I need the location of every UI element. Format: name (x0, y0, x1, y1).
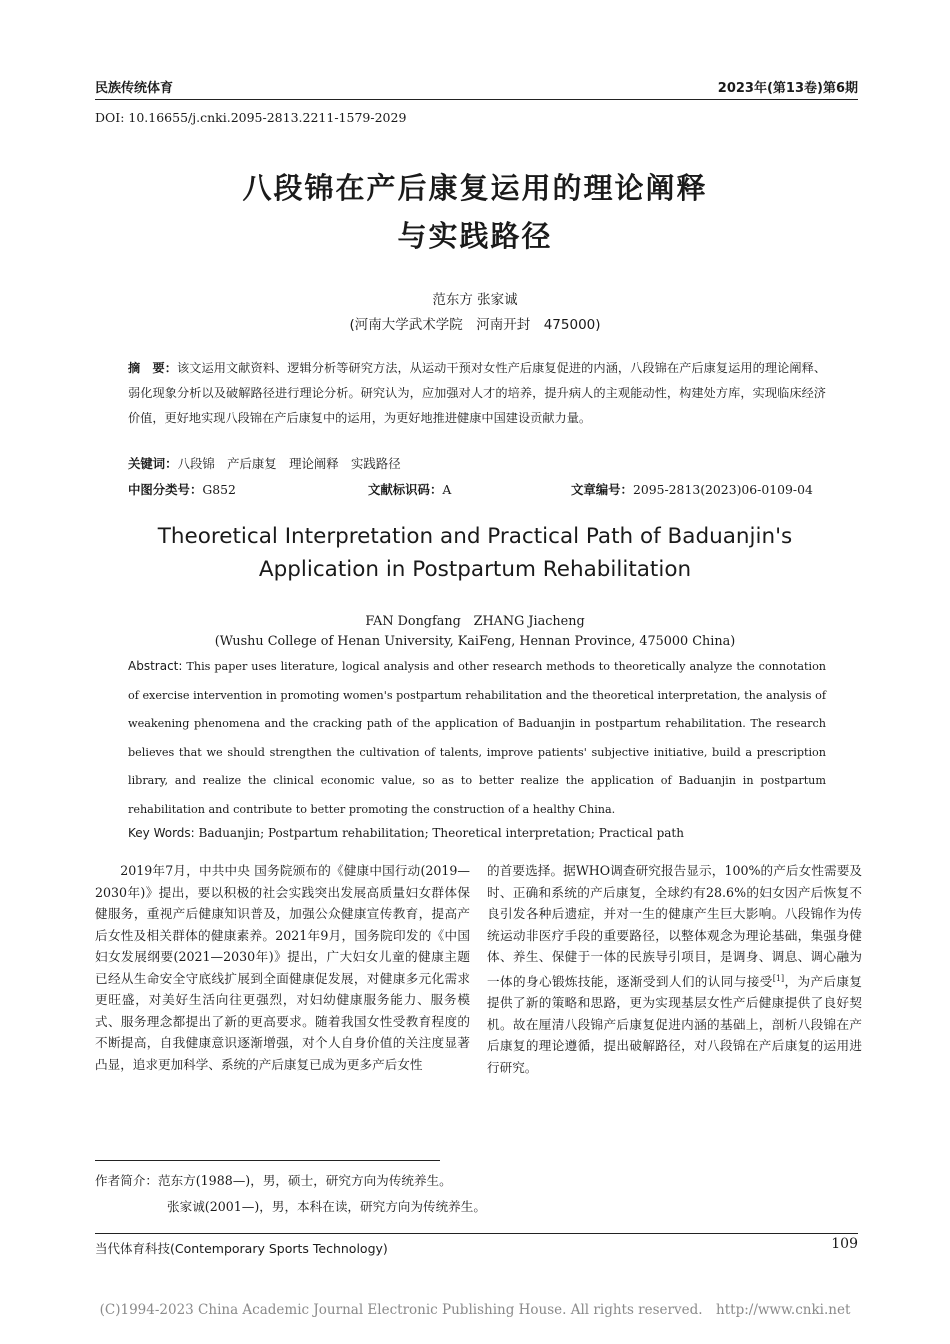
header-rule (95, 99, 858, 100)
keywords-cn-label: 关键词： (128, 456, 178, 471)
body-paragraph-continued: 的首要选择。据WHO调查研究报告显示，100%的产后女性需要及时、正确和系统的产后康复，全球约有28.6%的妇女因产后恢复不良引发各种后遗症，并对一生的健康产生巨大影响。八段锦作为传统运动非医疗手段的重要路径，以整体观念为理论基础，集强身健体、养生、保健于一体的民族导引项目，是调身、调息、调心融为一体的身心锻炼技能，逐渐受到人们的认同与接受[1]，为产后康复提供了新的策略和思路，更为实现基层女性产后健康提供了良好契机。故在厘清八段锦产后康复促进内涵的基础上，剖析八段锦在产后康复的理论遵循，提出破解路径，对八段锦在产后康复的运用进行研究。 (487, 863, 863, 1075)
issue-info: 2023年(第13卷)第6期 (717, 81, 858, 96)
document-code: 文献标识码：A (368, 482, 452, 497)
abstract-en-label: Abstract: (128, 659, 183, 673)
clc-number: 中图分类号：G852 (128, 482, 236, 497)
journal-name: 民族传统体育 (95, 81, 174, 96)
abstract-cn (128, 356, 826, 431)
footnote-rule (95, 1160, 440, 1161)
abstract-en (128, 652, 826, 824)
affiliation-cn: (河南大学武术学院 河南开封 475000) (349, 317, 601, 333)
body-left-column (95, 860, 470, 1075)
abstract-cn-text: 该文运用文献资料、逻辑分析等研究方法，从运动干预对女性产后康复促进的内涵，八段锦在产后康复运用的理论阐释、弱化现象分析以及破解路径进行理论分析。研究认为，应加强对人才的培养，提升病人的主观能动性，构建处方库，实现临床经济价值，更好地实现八段锦在产后康复中的运用，为更好地推进健康中国建设贡献力量。 (128, 361, 827, 425)
keywords-cn (128, 454, 401, 472)
citation-ref[interactable]: [1] (772, 973, 785, 983)
keywords-en-label: Key Words: (128, 826, 195, 840)
abstract-en-text: This paper uses literature, logical analysis and other research methods to theoretically analyze the connotation of exercise intervention in promoting women's postpartum rehabilitation and the theoretical interpretation, the analysis of weakening phenomena and the cracking path of the application of Baduanjin in postpartum rehabilitation. The research believes that we should strengthen the cultivation of talents, improve patients' subjective initiative, build a prescription library, and realize the clinical economic value, so as to better realize the application of Baduanjin in postpartum rehabilitation and contribute to better promoting the construction of a healthy China. (128, 660, 827, 816)
title-cn-line2: 与实践路径 (397, 219, 553, 253)
doi: DOI: 10.16655/j.cnki.2095-2813.2211-1579-2029 (95, 110, 407, 125)
page-number: 109 (831, 1236, 858, 1252)
title-en-line1: Theoretical Interpretation and Practical Path of Baduanjin's (157, 524, 793, 549)
author-bio-2: 张家诚(2001—)，男，本科在读，研究方向为传统养生。 (167, 1199, 486, 1214)
keywords-en-text: Baduanjin; Postpartum rehabilitation; Theoretical interpretation; Practical path (198, 826, 684, 840)
body-paragraph: 2019年7月，中共中央 国务院颁布的《健康中国行动(2019—2030年)》提出，要以积极的社会实践突出发展高质量妇女群体保健服务，重视产后健康知识普及，加强公众健康宣传教育，提高产后女性及相关群体的健康素养。2021年9月，国务院印发的《中国妇女发展纲要(2021—2030年)》提出，广大妇女儿童的健康主题已经从生命安全守底线扩展到全面健康促发展，对健康多元化需求更旺盛，对美好生活向往更强烈，对妇幼健康服务能力、服务模式、服务理念都提出了新的更高要求。随着我国女性受教育程度的不断提高，自我健康意识逐渐增强，对个人自身价值的关注度显著凸显，追求更加科学、系统的产后康复已成为更多产后女性 (95, 863, 470, 1072)
affiliation-en: (Wushu College of Henan University, KaiFeng, Hennan Province, 475000 China) (214, 634, 736, 649)
authors-cn: 范东方 张家诚 (432, 292, 518, 308)
authors-en: FAN Dongfang ZHANG Jiacheng (365, 614, 585, 629)
title-cn-line1: 八段锦在产后康复运用的理论阐释 (242, 171, 708, 205)
article-number: 文章编号：2095-2813(2023)06-0109-04 (571, 482, 813, 497)
title-en-line2: Application in Postpartum Rehabilitation (258, 557, 692, 582)
copyright-watermark: (C)1994-2023 China Academic Journal Electronic Publishing House. All rights reserved. http://www.cnki.net (99, 1302, 851, 1318)
footer-journal: 当代体育科技(Contemporary Sports Technology) (95, 1241, 388, 1256)
abstract-cn-label: 摘 要： (128, 361, 177, 375)
keywords-en (128, 826, 684, 840)
body-right-column (487, 860, 862, 1078)
footer-rule (95, 1233, 858, 1234)
keywords-cn-text: 八段锦 产后康复 理论阐释 实践路径 (177, 456, 401, 471)
author-bio-1: 作者简介：范东方(1988—)，男，硕士，研究方向为传统养生。 (95, 1173, 452, 1188)
